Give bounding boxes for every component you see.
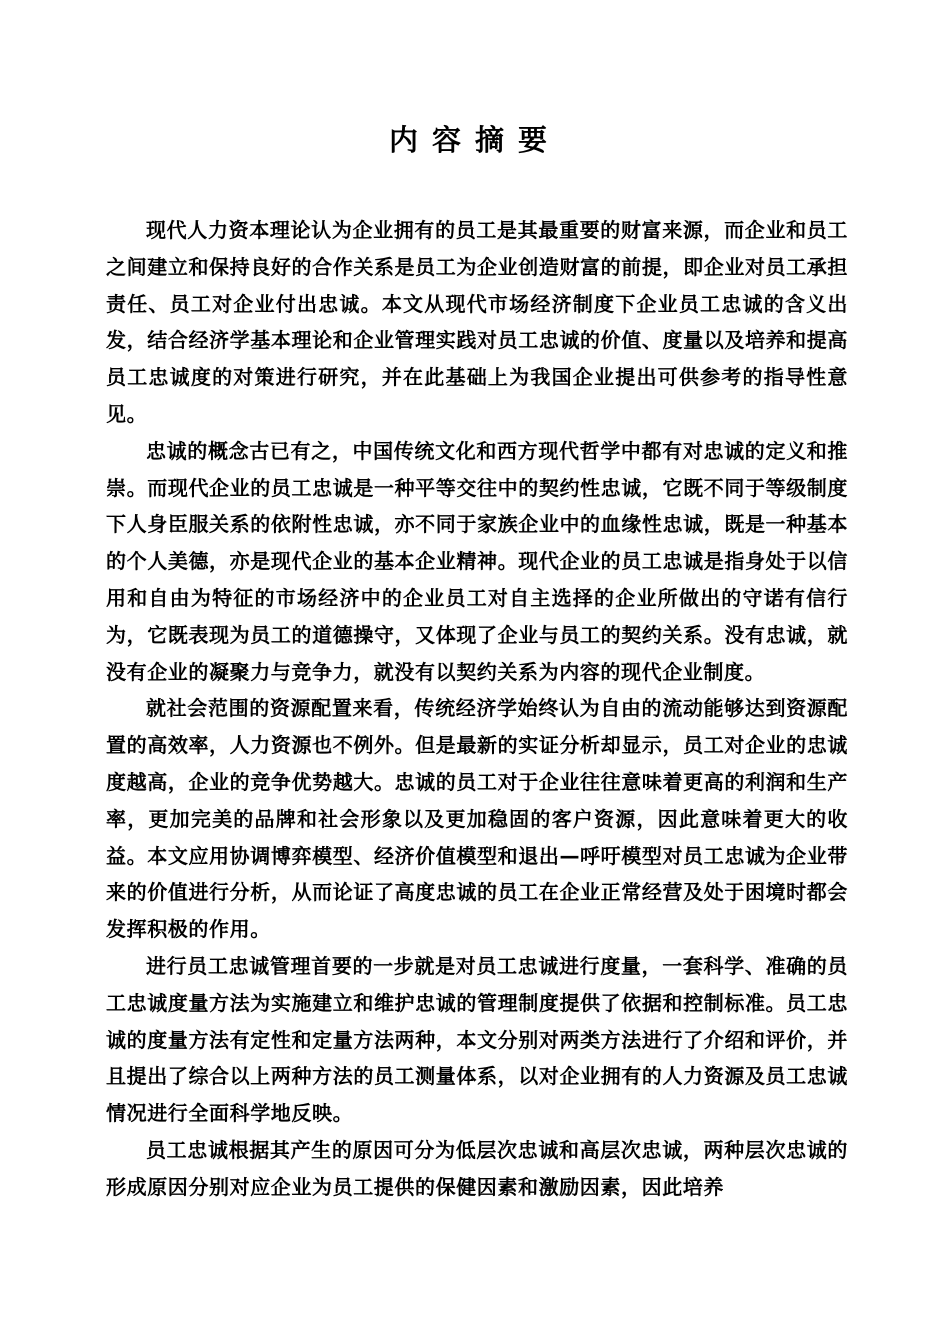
paragraph-5: 员工忠诚根据其产生的原因可分为低层次忠诚和高层次忠诚，两种层次忠诚的形成原因分别对应企业为员工提供的保健因素和激励因素，因此培养 (106, 1137, 848, 1199)
paragraph-4: 进行员工忠诚管理首要的一步就是对员工忠诚进行度量，一套科学、准确的员工忠诚度量方法为实施建立和维护忠诚的管理制度提供了依据和控制标准。员工忠诚的度量方法有定性和定量方法两种，本文分别对两类方法进行了介绍和评价，并且提出了综合以上两种方法的员工测量体系，以对企业拥有的人力资源及员工忠诚情况进行全面科学地反映。 (106, 953, 848, 1126)
paragraph-2: 忠诚的概念古已有之，中国传统文化和西方现代哲学中都有对忠诚的定义和推崇。而现代企业的员工忠诚是一种平等交往中的契约性忠诚，它既不同于等级制度下人身臣服关系的依附性忠诚，亦不同于家族企业中的血缘性忠诚，既是一种基本的个人美德，亦是现代企业的基本企业精神。现代企业的员工忠诚是指身处于以信用和自由为特征的市场经济中的企业员工对自主选择的企业所做出的守诺有信行为，它既表现为员工的道德操守，又体现了企业与员工的契约关系。没有忠诚，就没有企业的凝聚力与竞争力，就没有以契约关系为内容的现代企业制度。 (106, 438, 848, 684)
page-title: 内容摘要 (388, 123, 561, 157)
paragraph-3: 就社会范围的资源配置来看，传统经济学始终认为自由的流动能够达到资源配置的高效率，人力资源也不例外。但是最新的实证分析却显示，员工对企业的忠诚度越高，企业的竞争优势越大。忠诚的员工对于企业往往意味着更高的利润和生产率，更加完美的品牌和社会形象以及更加稳固的客户资源，因此意味着更大的收益。本文应用协调博弈模型、经济价值模型和退出—呼吁模型对员工忠诚为企业带来的价值进行分析，从而论证了高度忠诚的员工在企业正常经营及处于困境时都会发挥积极的作用。 (106, 696, 848, 942)
abstract-body (106, 212, 848, 1206)
paragraph-1: 现代人力资本理论认为企业拥有的员工是其最重要的财富来源，而企业和员工之间建立和保持良好的合作关系是员工为企业创造财富的前提，即企业对员工承担责任、员工对企业付出忠诚。本文从现代市场经济制度下企业员工忠诚的含义出发，结合经济学基本理论和企业管理实践对员工忠诚的价值、度量以及培养和提高员工忠诚度的对策进行研究，并在此基础上为我国企业提出可供参考的指导性意见。 (106, 218, 848, 426)
